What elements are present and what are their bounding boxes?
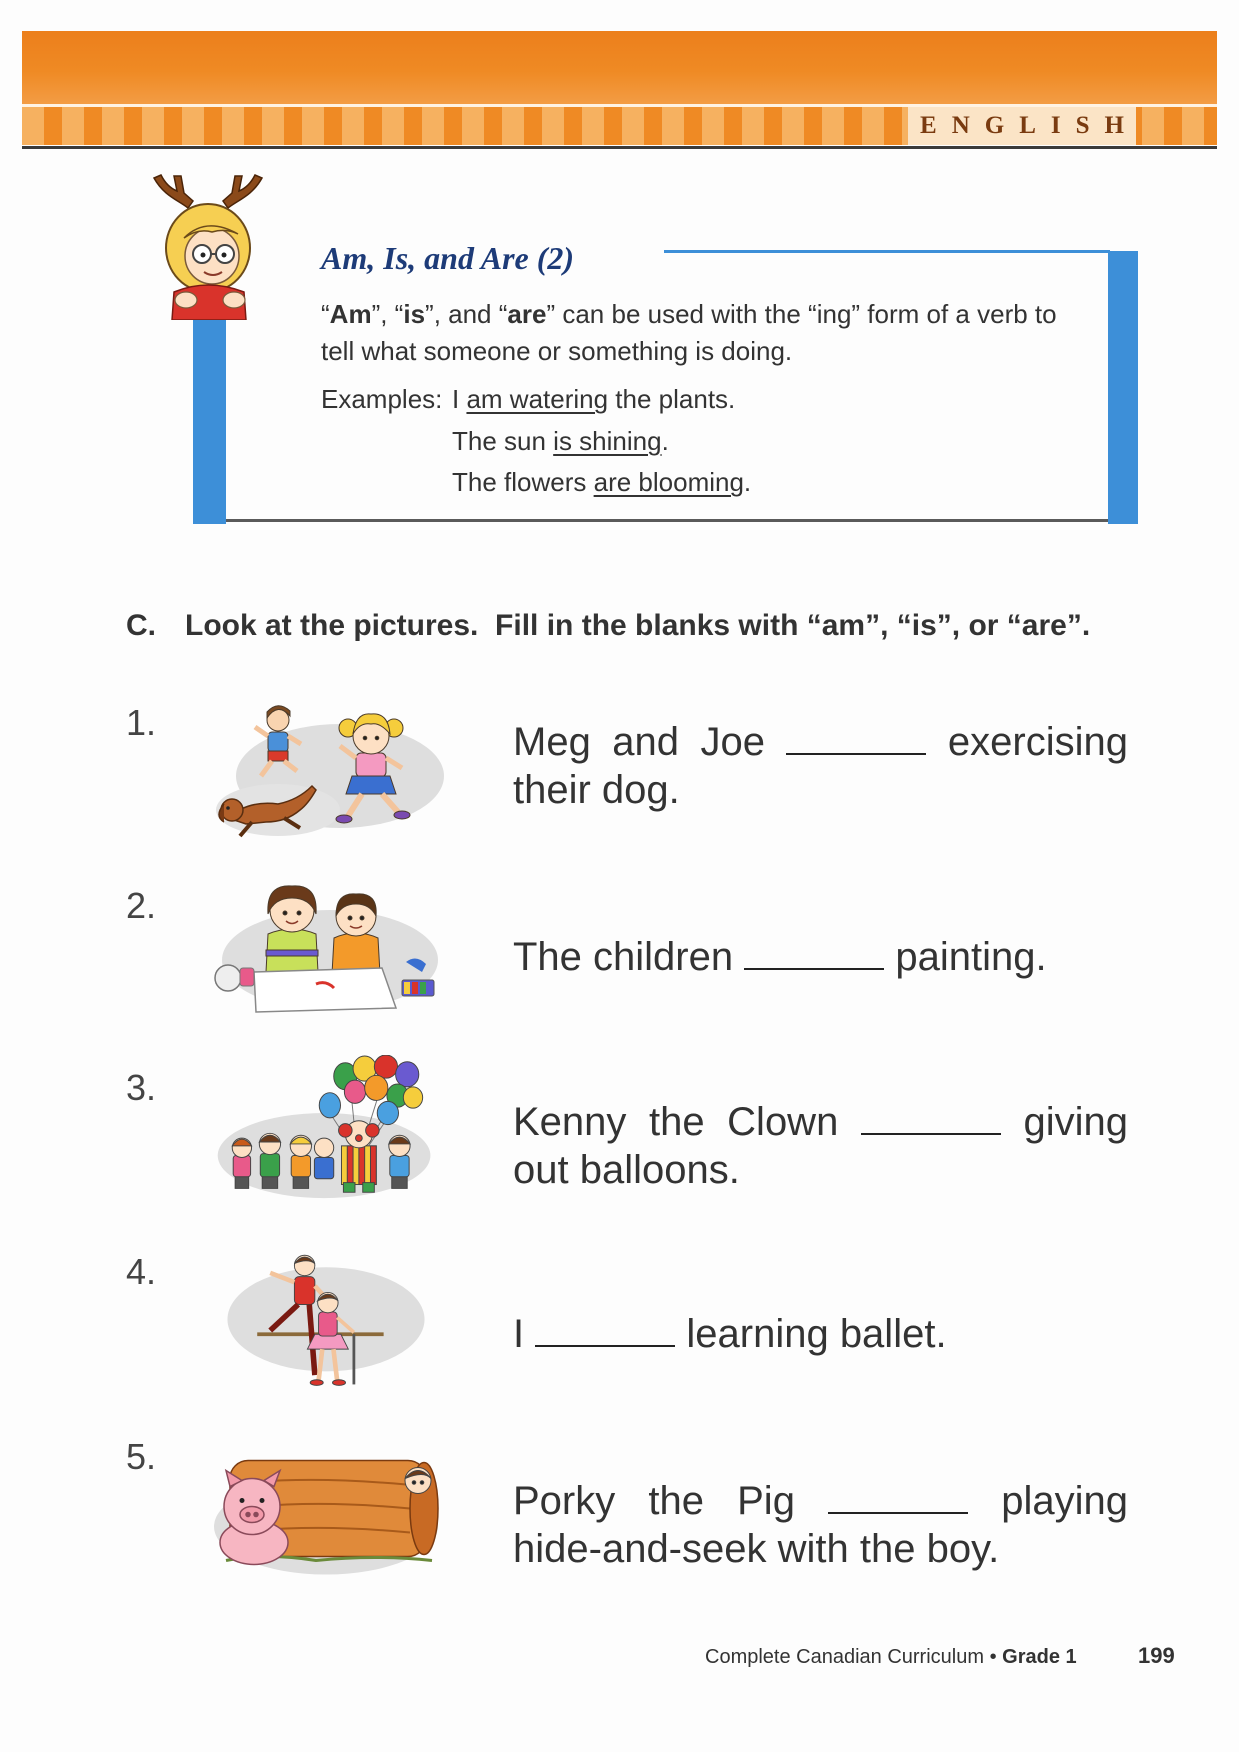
picture-kids-running-with-dog	[206, 698, 446, 843]
item-number: 4.	[126, 1251, 157, 1292]
sentence-start: Porky the Pig	[513, 1479, 795, 1523]
picture-pig-hiding-behind-log	[206, 1440, 446, 1585]
rule-text: ”, “	[371, 299, 404, 329]
boy-peeking	[405, 1468, 431, 1494]
rule-keyword-is: is	[403, 299, 426, 329]
item-number: 1.	[126, 702, 157, 743]
example-sentence	[452, 462, 751, 504]
moose-hat-girl-mascot-icon	[146, 168, 270, 320]
sentence-end: exercising their dog.	[513, 720, 1128, 812]
example-text: the plants.	[608, 384, 736, 414]
paper-sheet	[254, 968, 396, 1012]
rule-text: “	[321, 299, 330, 329]
examples-spacer	[321, 462, 452, 504]
grammar-rule	[321, 296, 1061, 370]
answer-blank	[861, 1101, 1001, 1135]
exercise-instruction: Look at the pictures. Fill in the blanks with “am”, “is”, or “are”.	[185, 609, 1091, 642]
clown-kenny	[339, 1121, 380, 1193]
sentence	[513, 1477, 1128, 1573]
sentence-end: painting.	[895, 935, 1047, 979]
sentence-end: learning ballet.	[686, 1312, 947, 1356]
example-verb-phrase: are blooming	[593, 467, 744, 497]
subject-label: ENGLISH	[908, 107, 1136, 145]
sentence-start: I	[513, 1312, 525, 1356]
footer-book-title: Complete Canadian Curriculum	[705, 1646, 985, 1668]
item-number: 2.	[126, 885, 157, 926]
example-text: I	[452, 384, 467, 414]
example-text: .	[661, 425, 669, 456]
sentence	[513, 718, 1128, 814]
footer-separator: •	[989, 1646, 997, 1668]
item-number: 5.	[126, 1436, 157, 1477]
rule-text: ” can be used with the “ing” form of a verb to tell what someone or something is doing.	[321, 299, 1057, 366]
examples-label: Examples:	[321, 384, 443, 414]
sentence-end: giving out balloons.	[513, 1100, 1128, 1192]
answer-blank	[535, 1313, 675, 1347]
sentence-end: playing hide-and-seek with the boy.	[513, 1479, 1128, 1571]
shirt	[172, 285, 246, 320]
lesson-box-bottom-line	[226, 519, 1108, 522]
footer-book-info	[705, 1645, 1077, 1669]
example-text: The sun	[452, 425, 554, 456]
rule-keyword-am: Am	[329, 299, 372, 329]
sentence-start: Kenny the Clown	[513, 1100, 839, 1144]
example-sentence	[452, 379, 751, 421]
balloons	[319, 1055, 422, 1125]
lesson-box-right-bar	[1108, 251, 1138, 524]
example-verb-phrase: am watering	[466, 384, 609, 414]
example-sentence	[452, 421, 751, 463]
sentence	[513, 1098, 1128, 1194]
lesson-box-top-line	[664, 250, 1110, 253]
example-verb-phrase: is shining	[553, 425, 662, 456]
picture-children-painting	[206, 876, 446, 1021]
sentence	[513, 933, 1128, 981]
sentence-start: Meg and Joe	[513, 720, 765, 764]
rule-text: ”, and “	[425, 299, 508, 329]
sentence-start: The children	[513, 935, 734, 979]
item-number: 3.	[126, 1067, 157, 1108]
lesson-title: Am, Is, and Are (2)	[321, 240, 575, 276]
header-divider	[22, 146, 1217, 149]
sentence	[513, 1310, 1128, 1358]
picture-clown-giving-balloons	[206, 1055, 446, 1200]
answer-blank	[828, 1480, 968, 1514]
header-band	[22, 31, 1217, 104]
rule-keyword-are: are	[507, 299, 547, 329]
answer-blank	[786, 721, 926, 755]
page-number: 199	[1138, 1643, 1175, 1668]
footer-grade: Grade 1	[1002, 1646, 1077, 1668]
examples	[321, 379, 751, 504]
examples-spacer	[321, 421, 452, 463]
picture-ballet-lesson	[206, 1245, 446, 1390]
exercise-letter: C.	[126, 609, 156, 642]
example-text: The flowers	[452, 467, 594, 497]
answer-blank	[744, 936, 884, 970]
example-text: .	[743, 467, 752, 497]
